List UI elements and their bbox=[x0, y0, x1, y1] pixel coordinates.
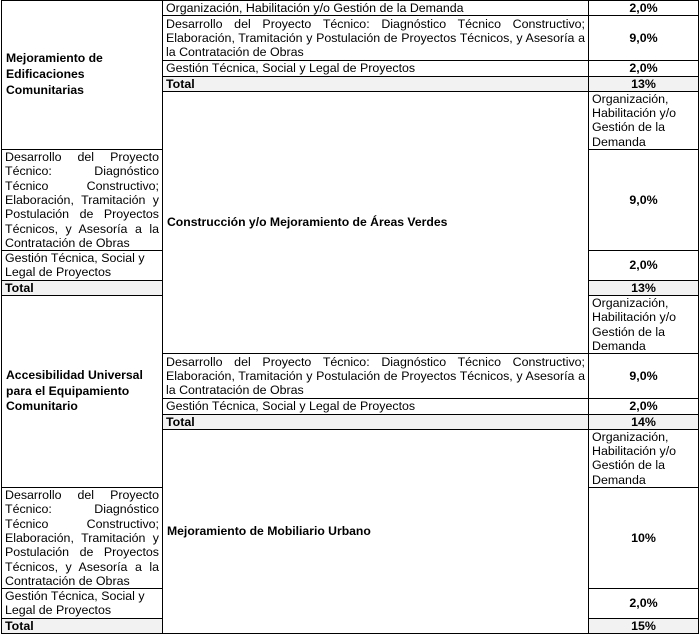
percent-cell: 2,0% bbox=[589, 589, 699, 619]
percent-cell: 9,0% bbox=[589, 150, 699, 251]
activity-cell: Gestión Técnica, Social y Legal de Proyectos bbox=[163, 61, 589, 76]
category-cell: Mejoramiento de Mobiliario Urbano bbox=[163, 429, 589, 633]
activity-cell: Desarrollo del Proyecto Técnico: Diagnóstico Técnico Constructivo; Elaboración, Tramitación y Postulación de Proyectos Técnicos, y Asesoría a la Contratación de Obras bbox=[163, 16, 589, 61]
percent-cell: 10% bbox=[589, 488, 699, 589]
activity-cell: Gestión Técnica, Social y Legal de Proyectos bbox=[2, 251, 163, 281]
table-row bbox=[2, 1, 699, 16]
activity-cell: Gestión Técnica, Social y Legal de Proyectos bbox=[163, 399, 589, 414]
total-label: Total bbox=[163, 414, 589, 429]
percent-cell: 2,0% bbox=[589, 61, 699, 76]
activity-cell: Desarrollo del Proyecto Técnico: Diagnóstico Técnico Constructivo; Elaboración, Tramitación y Postulación de Proyectos Técnicos, y Asesoría a la Contratación de Obras bbox=[2, 488, 163, 589]
percent-cell: 2,0% bbox=[589, 399, 699, 414]
category-cell: Construcción y/o Mejoramiento de Áreas Verdes bbox=[163, 91, 589, 353]
activity-cell: Organización, Habilitación y/o Gestión de la Demanda bbox=[589, 91, 699, 149]
activity-cell: Organización, Habilitación y/o Gestión de la Demanda bbox=[589, 296, 699, 354]
fee-percentage-table bbox=[1, 0, 699, 634]
percent-cell: 9,0% bbox=[589, 16, 699, 61]
activity-cell: Desarrollo del Proyecto Técnico: Diagnóstico Técnico Constructivo; Elaboración, Tramitación y Postulación de Proyectos Técnicos, y Asesoría a la Contratación de Obras bbox=[163, 354, 589, 399]
percent-cell: 9,0% bbox=[589, 354, 699, 399]
category-cell: Mejoramiento de Edificaciones Comunitarias bbox=[2, 1, 163, 150]
activity-cell: Desarrollo del Proyecto Técnico: Diagnóstico Técnico Constructivo; Elaboración, Tramitación y Postulación de Proyectos Técnicos, y Asesoría a la Contratación de Obras bbox=[2, 150, 163, 251]
total-value: 15% bbox=[589, 618, 699, 633]
total-value: 13% bbox=[589, 280, 699, 295]
total-label: Total bbox=[163, 76, 589, 91]
activity-cell: Organización, Habilitación y/o Gestión de la Demanda bbox=[163, 1, 589, 16]
percent-cell: 2,0% bbox=[589, 1, 699, 16]
activity-cell: Gestión Técnica, Social y Legal de Proyectos bbox=[2, 589, 163, 619]
total-value: 14% bbox=[589, 414, 699, 429]
total-label: Total bbox=[2, 618, 163, 633]
activity-cell: Organización, Habilitación y/o Gestión de la Demanda bbox=[589, 429, 699, 487]
percent-cell: 2,0% bbox=[589, 251, 699, 281]
total-value: 13% bbox=[589, 76, 699, 91]
category-cell: Accesibilidad Universal para el Equipamiento Comunitario bbox=[2, 296, 163, 488]
total-label: Total bbox=[2, 280, 163, 295]
